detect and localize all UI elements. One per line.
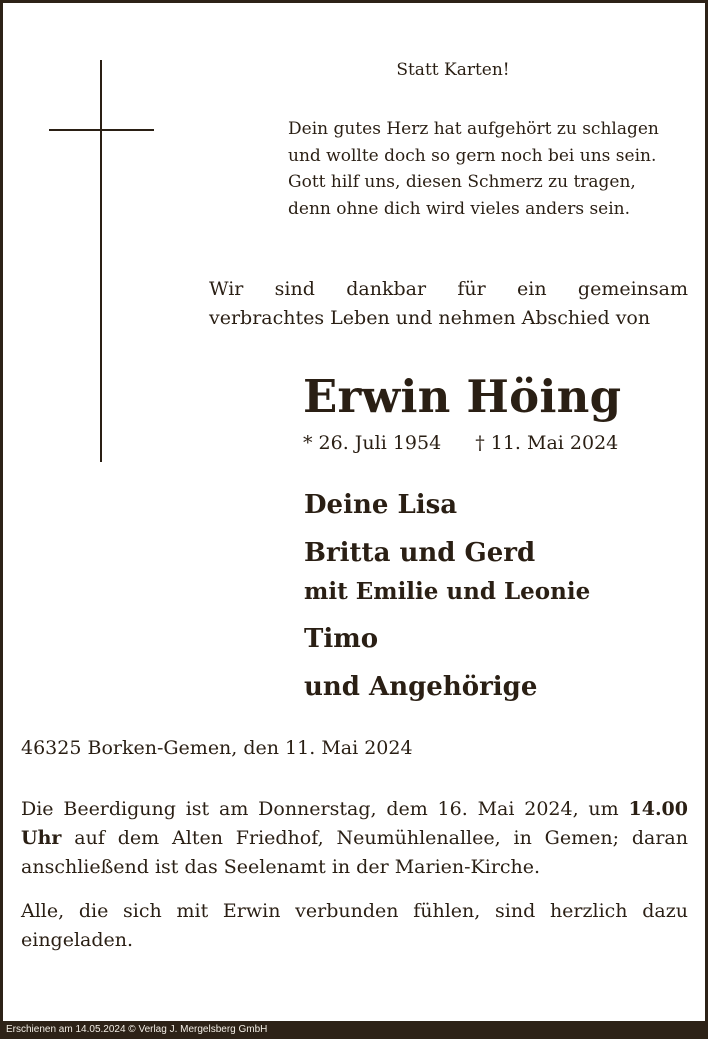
- poem-line: Dein gutes Herz hat aufgehört zu schlagen: [288, 119, 659, 139]
- funeral-text-1: Die Beerdigung ist am Donnerstag, dem 16. Mai 2024, um: [21, 798, 619, 820]
- funeral-text-2: auf dem Alten Friedhof, Neumühlenallee, in Gemen; daran anschließend ist das Seelenamt in der Marien-Kirche.: [21, 827, 689, 878]
- invitation-text: Alle, die sich mit Erwin verbunden fühlen, sind herzlich dazu eingeladen.: [21, 900, 688, 951]
- thanks-line: verbrachtes Leben und nehmen Abschied von: [209, 307, 651, 329]
- funeral-info: [21, 795, 688, 882]
- life-dates: [303, 432, 618, 454]
- poem-line: und wollte doch so gern noch bei uns sein.: [288, 145, 657, 166]
- poem-line: Gott hilf uns, diesen Schmerz zu tragen,: [288, 172, 636, 192]
- death-date: † 11. Mai 2024: [475, 432, 619, 454]
- family-line: und Angehörige: [304, 672, 538, 702]
- footer-credit: Erschienen am 14.05.2024 © Verlag J. Mergelsberg GmbH: [0, 1021, 708, 1039]
- family-line: Britta und Gerd: [304, 538, 536, 568]
- statt-karten-heading: Statt Karten!: [396, 60, 510, 80]
- cross-icon-horizontal: [49, 129, 154, 131]
- thanks-text: [209, 275, 688, 333]
- funeral-time: 14.00 Uhr: [21, 798, 688, 849]
- family-line: Deine Lisa: [304, 490, 458, 520]
- thanks-line: Wir sind dankbar für ein gemeinsam: [209, 278, 688, 300]
- place-date: 46325 Borken-Gemen, den 11. Mai 2024: [21, 737, 413, 759]
- family-line: Timo: [304, 624, 379, 654]
- family-line: mit Emilie und Leonie: [304, 578, 591, 605]
- birth-date: * 26. Juli 1954: [303, 432, 442, 454]
- cross-icon-vertical: [100, 60, 102, 462]
- poem-line: denn ohne dich wird vieles anders sein.: [288, 198, 631, 219]
- poem: [288, 116, 659, 222]
- deceased-name: Erwin Höing: [303, 370, 622, 423]
